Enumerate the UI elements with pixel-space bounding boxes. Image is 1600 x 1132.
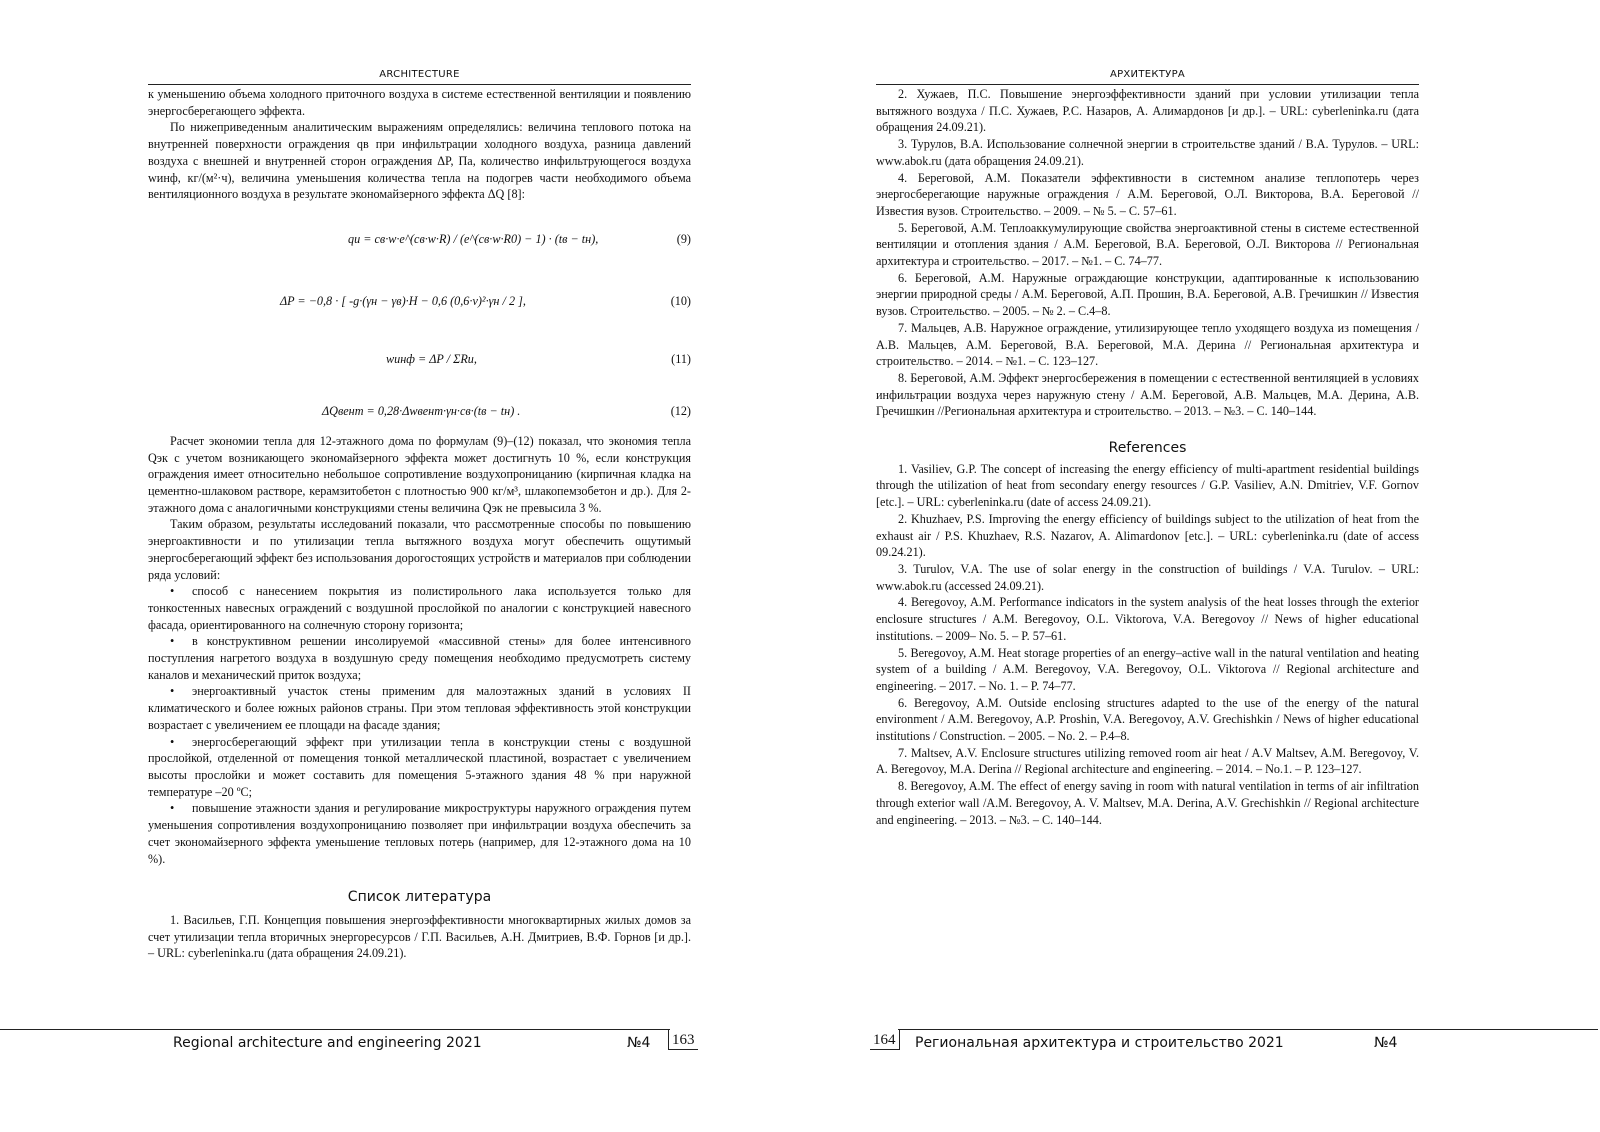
bullet-item xyxy=(148,734,691,801)
equation-number: (9) xyxy=(676,231,691,246)
paragraph: По нижеприведенным аналитическим выражениям определялись: величина теплового потока на внутренней поверхности ограждения qв при инфильтрации холодного воздуха, разница давлений воздуха с внешней и внутренней сторон ограждения ΔP, Па, количество инфильтрующегося воздуха wинф, кг/(м²·ч), величина уменьшения количества тепла на подогрев части необходимого объема вентиляционного воздуха в результате экономайзерного эффекта ΔQ [8]: xyxy=(148,120,691,202)
footer-rule xyxy=(0,1029,670,1030)
reference-item: 7. Мальцев, А.В. Наружное ограждение, утилизирующее тепло уходящего воздуха из помещения / А.В. Мальцев, А.М. Береговой, В.А. Береговой, М.А. Дерина // Региональная архитектура и строительство. – 2014. – №1. – С. 123–127. xyxy=(876,320,1419,369)
footer-issue: №4 xyxy=(627,1035,651,1051)
bullet-icon: • xyxy=(170,801,175,816)
equation-10 xyxy=(148,283,691,323)
reference-item: 1. Васильев, Г.П. Концепция повышения энергоэффективности многоквартирных жилых домов за счет утилизации тепла вторичных энергоресурсов / Г.П. Васильев, А.Н. Дмитриев, В.Ф. Горнов [и др.]. – URL: cyberleninka.ru (дата обращения 24.09.21). xyxy=(148,912,691,961)
footer-rule xyxy=(898,1029,1598,1030)
reference-item: 5. Береговой, А.М. Теплоаккумулирующие свойства энергоактивной стены в системе естественной вентиляции и отопления здания / А.М. Береговой, В.А. Береговой, О.Л. Викторова // Региональная архитектура и строительство. – 2017. – №1. – С. 74–77. xyxy=(876,220,1419,269)
reference-item: 1. Vasiliev, G.P. The concept of increasing the energy efficiency of multi-apartment residential buildings through the utilization of heat from secondary energy resources / G.P. Vasiliev, A.N. Dmitriev, V.F. Gornov [etc.]. – URL: cyberleninka.ru (date of access 24.09.21). xyxy=(876,461,1419,510)
page-number: 164 xyxy=(870,1030,900,1050)
bullet-text: энергосберегающий эффект при утилизации тепла в конструкции стены с воздушной прослойкой, отделенной от помещения тонкой металлической пластиной, возрастает с увеличением высоты прослойки и может составить для помещения 5-этажного здания 48 % при наружной температуре –20 ºС; xyxy=(148,734,691,799)
equation-12 xyxy=(148,399,691,433)
reference-item: 3. Turulov, V.A. The use of solar energy in the construction of buildings / V.A. Turulov. – URL: www.abok.ru (accessed 24.09.21). xyxy=(876,561,1419,593)
reference-item: 8. Береговой, А.М. Эффект энергосбережения в помещении с естественной вентиляцией в условиях инфильтрации воздуха через наружную стену / А.М. Береговой, А.В. Мальцев, М.А. Дерина, А.В. Гречишкин //Региональная архитектура и строительство. – 2013. – №3. – С. 140–144. xyxy=(876,370,1419,419)
right-page xyxy=(800,0,1600,1132)
reference-item: 3. Турулов, В.А. Использование солнечной энергии в строительстве зданий / В.А. Турулов. – URL: www.abok.ru (дата обращения 24.09.21). xyxy=(876,137,1419,168)
right-column xyxy=(876,86,1419,828)
footer-title: Regional architecture and engineering 2021 xyxy=(173,1035,482,1051)
footer-issue: №4 xyxy=(1374,1035,1398,1051)
reference-item: 6. Beregovoy, A.M. Outside enclosing structures adapted to the use of the energy of the natural environment / A.M. Beregovoy, A.P. Proshin, V.A. Beregovoy, A.V. Grechishkin / News of higher educational institutions / Construction. – 2005. – No. 2. – P.4–8. xyxy=(876,695,1419,744)
bullet-item xyxy=(148,633,691,683)
left-column xyxy=(148,86,691,962)
header-rule xyxy=(876,84,1419,85)
bullet-text: энергоактивный участок стены применим для малоэтажных зданий в условиях II климатического и более южных районов страны. При этом тепловая эффективность этой конструкции возрастает с увеличением ее площади на фасаде здания; xyxy=(148,684,691,732)
bullet-icon: • xyxy=(170,734,175,749)
footer-title: Региональная архитектура и строительство 2021 xyxy=(915,1035,1284,1051)
reference-item: 4. Beregovoy, A.M. Performance indicators in the system analysis of the heat losses through the exterior enclosure structures / A.M. Beregovoy, O.L. Viktorova, V.A. Beregovoy // News of higher educational institutions. – 2009– No. 5. – P. 57–61. xyxy=(876,595,1419,643)
equation-text: qи = cв·w·e^(cв·w·R) / (e^(cв·w·R0) − 1) · (tв − tн), xyxy=(348,231,599,246)
reference-item: 8. Beregovoy, A.M. The effect of energy saving in room with natural ventilation in terms of air infiltration through exterior wall /A.M. Beregovoy, A. V. Maltsev, M.A. Derina, A.V. Grechishkin // Regional architecture and engineering. – 2013. – №3. – С. 140–144. xyxy=(876,779,1419,827)
bullet-text: способ с нанесением покрытия из полистирольного лака используется только для тонкостенных навесных ограждений с воздушной прослойкой по аналогии с конструкцией навесного фасада, ориентированного на солнечную сторону горизонта; xyxy=(148,584,691,632)
bullet-item xyxy=(148,683,691,733)
section-heading: References xyxy=(1108,440,1187,457)
bullet-icon: • xyxy=(170,584,175,599)
reference-item: 7. Maltsev, A.V. Enclosure structures utilizing removed room air heat / A.V Maltsev, A.M. Beregovoy, V. A. Beregovoy, M.A. Derina // Regional architecture and engineering. – 2014. – No.1. – P. 123–127. xyxy=(876,745,1419,777)
page-number: 163 xyxy=(668,1030,698,1050)
equation-text: ΔP = −0,8 · [ -g·(γн − γв)·H − 0,6 (0,6·v)²·γн / 2 ], xyxy=(280,293,526,308)
section-heading: Список литература xyxy=(347,889,492,906)
bullet-text: повышение этажности здания и регулирование микроструктуры наружного ограждения путем уменьшения сопротивления воздухопроницанию позволяет при инфильтрации воздуха обеспечить за счет экономайзерного эффекта уменьшение тепловых потерь (например, для 12-этажного дома на 10 %). xyxy=(148,801,691,866)
reference-item: 4. Береговой, А.М. Показатели эффективности в системном анализе теплопотерь через энергосберегающие наружные ограждения / А.М. Береговой, О.Л. Викторова, В.А. Береговой // Известия вузов. Строительство. – 2009. – № 5. – С. 57–61. xyxy=(876,170,1419,218)
reference-item: 5. Beregovoy, A.M. Heat storage properties of an energy–active wall in the natural ventilation and heating system of a building / A.M. Beregovoy, V.A. Beregovoy, O.L. Viktorova // Regional architecture and engineering. – 2017. – No. 1. – P. 74–77. xyxy=(876,645,1419,693)
reference-item: 6. Береговой, А.М. Наружные ограждающие конструкции, адаптированные к использованию энергии природной среды / А.М. Береговой, А.П. Прошин, В.А. Береговой, А.В. Гречишкин // Известия вузов. Строительство. – 2005. – № 2. – С.4–8. xyxy=(876,270,1419,319)
paragraph: Таким образом, результаты исследований показали, что рассмотренные способы по повышению энергоактивности и по утилизации тепла вытяжного воздуха могут обеспечить ощутимый энергосберегающий эффект без использования дорогостоящих устройств и материалов при соблюдении ряда условий: xyxy=(148,517,691,582)
running-head: ARCHITECTURE xyxy=(379,69,460,80)
equation-number: (11) xyxy=(671,351,691,366)
bullet-item xyxy=(148,800,691,867)
bullet-icon: • xyxy=(170,634,175,649)
equation-text: wинф = ΔP / ΣRи, xyxy=(386,351,477,366)
equation-number: (12) xyxy=(670,403,691,418)
equation-11 xyxy=(148,345,691,385)
reference-item: 2. Khuzhaev, P.S. Improving the energy efficiency of buildings subject to the utilization of heat from the exhaust air / P.S. Khuzhaev, R.S. Nazarov, A. Alimardonov [etc.]. – URL: cyberleninka.ru (date of access 09.24.21). xyxy=(876,511,1419,560)
bullet-text: в конструктивном решении инсолируемой «массивной стены» для более интенсивного поступления нагретого воздуха в воздушную среду помещения необходимо предусмотреть систему каналов и механический приток воздуха; xyxy=(148,634,691,682)
equation-9 xyxy=(148,225,691,265)
paragraph: Расчет экономии тепла для 12-этажного дома по формулам (9)–(12) показал, что экономия тепла Qэк с учетом возникающего экономайзерного эффекта может достигнуть 10 %, если конструкция ограждения имеет относительно небольшое сопротивление воздухопроницанию (кирпичная кладка на цементно-шлаковом растворе, керамзитобетон с плотностью 900 кг/м³, шлакопемзобетон и др.). Для 2-этажного дома с аналогичными конструкциями стены величина Qэк не превысила 3 %. xyxy=(148,433,691,515)
equation-number: (10) xyxy=(670,293,691,308)
equation-text: ΔQвент = 0,28·Δwвент·γн·cв·(tв − tн) . xyxy=(322,403,521,418)
paragraph: к уменьшению объема холодного приточного воздуха в системе естественной вентиляции и появлению энергосберегающего эффекта. xyxy=(148,87,691,118)
reference-item: 2. Хужаев, П.С. Повышение энергоэффективности зданий при условии утилизации тепла вытяжного воздуха / П.С. Хужаев, Р.С. Назаров, А. Алимардонов [и др.]. – URL: cyberleninka.ru (дата обращения 24.09.21). xyxy=(876,87,1419,135)
bullet-icon: • xyxy=(170,684,175,699)
running-head: АРХИТЕКТУРА xyxy=(1109,69,1186,80)
header-rule xyxy=(148,84,691,85)
bullet-item xyxy=(148,583,691,633)
